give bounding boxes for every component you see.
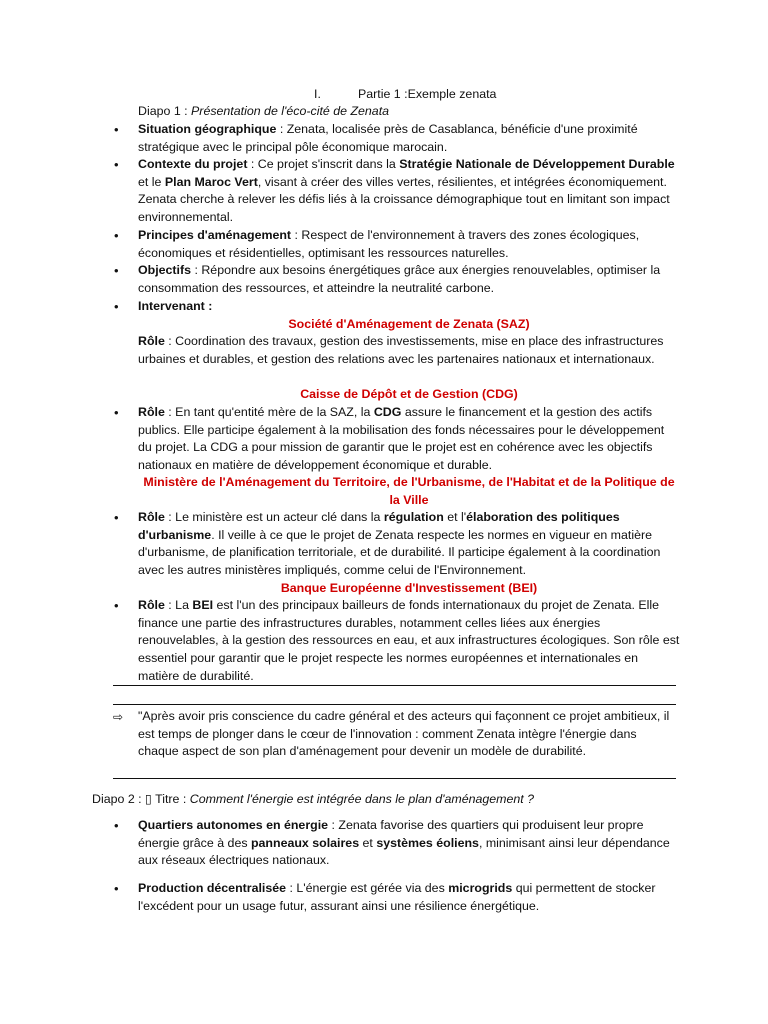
diapo-1-heading (138, 103, 389, 121)
ministere-text-1: : Le ministère est un acteur clé dans la (164, 510, 384, 524)
saz-role (138, 333, 680, 368)
quartiers-bold-1: panneaux solaires (250, 835, 360, 850)
intervenant-label: Intervenant : (138, 299, 213, 313)
ministere-text-3: . Il veille à ce que le projet de Zenata respecte les normes en vigueur en matière d'urbanisme, de planification territoriale, et de durabilité. Il participe également à la coordination avec les autres ministères impliqués, comme celui de l'Environnement. (138, 527, 661, 578)
divider-middle (113, 704, 676, 705)
contexte-text-3: , visant à créer des villes vertes, résilientes, et intégrées économiquement. Zenata cherche à relever les défis liés à la croissance démographique tout en limitant son impact environnemental. (138, 174, 670, 225)
contexte-bold-1: Stratégie Nationale de Développement Durable (399, 157, 675, 171)
ministere-text-2: et l' (443, 510, 467, 524)
principes-text: : Respect de l'environnement à travers des zones écologiques, économiques et résidentielles, optimisant les ressources naturelles. (138, 228, 640, 260)
diapo-2-sep: : (179, 792, 190, 806)
bullet-objectifs (138, 262, 680, 297)
contexte-text-1: : Ce projet s'inscrit dans la (247, 157, 400, 171)
quartiers-label: Quartiers autonomes en énergie (138, 818, 329, 832)
production-text-2: qui permettent de stocker l'excédent pour un usage futur, assurant ainsi une résilience énergétique. (138, 881, 656, 913)
bei-role (138, 597, 680, 686)
saz-title: Société d'Aménagement de Zenata (SAZ) (288, 317, 530, 331)
ministere-bold-2: élaboration des politiques d'urbanisme (138, 510, 620, 542)
divider-top (113, 685, 676, 686)
situation-label: Situation géographique (138, 122, 277, 136)
diapo-2-title: Comment l'énergie est intégrée dans le plan d'aménagement ? (189, 792, 535, 806)
bei-bold-1: BEI (192, 598, 214, 612)
contexte-label: Contexte du projet (138, 157, 248, 171)
cdg-role (138, 404, 680, 475)
bei-role-label: Rôle (138, 598, 165, 612)
transition-paragraph: "Après avoir pris conscience du cadre général et des acteurs qui façonnent ce projet ambitieux, il est temps de plonger dans le cœur de l'innovation : comment Zenata intègre l'énergie dans chaque aspect de son plan d'aménagement pour devenir un modèle de durabilité. (138, 709, 670, 759)
cdg-title: Caisse de Dépôt et de Gestion (CDG) (300, 387, 518, 401)
bullet-quartiers (138, 817, 680, 870)
section-title: Partie 1 :Exemple zenata (358, 87, 497, 101)
bullet-principes (138, 227, 680, 262)
arrow-right-icon: ⇨ (113, 710, 124, 724)
cdg-role-label: Rôle (138, 405, 165, 419)
diapo-1-prefix: Diapo 1 : (138, 104, 192, 118)
cdg-text-2: assure le financement et la gestion des actifs publics. Elle participe également à la mobilisation des fonds nécessaires pour le développement du projet. La CDG a pour mission de garantir que le projet est en cohérence avec les objectifs nationaux en matière de développement économique et durable. (138, 405, 665, 473)
ministere-title: Ministère de l'Aménagement du Territoire, de l'Urbanisme, de l'Habitat et de la Politique de la Ville (143, 475, 675, 507)
divider-bottom (113, 778, 676, 779)
bullet-situation (138, 121, 680, 156)
quartiers-text-1: : Zenata favorise des quartiers qui produisent leur propre énergie grâce à des (138, 818, 644, 850)
objectifs-text: : Répondre aux besoins énergétiques grâce aux énergies renouvelables, optimiser la consommation des ressources, et atteindre la neutralité carbone. (138, 263, 661, 295)
missing-glyph-icon: ▯ (145, 792, 152, 806)
bullet-production (138, 880, 680, 915)
saz-role-label: Rôle (138, 334, 165, 348)
quartiers-text-2: et (359, 835, 377, 850)
diapo-2-label: Titre (151, 792, 180, 806)
objectifs-label: Objectifs (138, 263, 192, 277)
cdg-text-1: : En tant qu'entité mère de la SAZ, la (164, 405, 374, 419)
contexte-text-2: et le (138, 174, 165, 189)
diapo-2-prefix: Diapo 2 : (92, 792, 146, 806)
production-label: Production décentralisée (138, 881, 287, 895)
bei-title: Banque Européenne d'Investissement (BEI) (280, 581, 538, 595)
quartiers-bold-2: systèmes éoliens (376, 835, 479, 850)
principes-label: Principes d'aménagement (138, 228, 292, 242)
diapo-2-heading (92, 791, 534, 809)
ministere-role (138, 509, 680, 580)
section-heading (314, 86, 496, 104)
production-text-1: : L'énergie est gérée via des (286, 881, 449, 895)
contexte-bold-2: Plan Maroc Vert (164, 174, 258, 189)
quartiers-text-3: , minimisant ainsi leur dépendance aux réseaux électriques nationaux. (138, 835, 670, 868)
production-bold-1: microgrids (448, 881, 513, 895)
diapo-1-title: Présentation de l'éco-cité de Zenata (191, 104, 390, 118)
cdg-bold-1: CDG (373, 405, 402, 419)
ministere-role-label: Rôle (138, 510, 165, 524)
bullet-contexte (138, 156, 680, 227)
ministere-bold-1: régulation (383, 510, 444, 524)
bullet-intervenant (138, 298, 680, 316)
situation-text: : Zenata, localisée près de Casablanca, bénéficie d'une proximité stratégique avec le principal pôle économique marocain. (138, 122, 638, 154)
bei-text-2: est l'un des principaux bailleurs de fonds internationaux du projet de Zenata. Elle finance une partie des infrastructures durables, notamment celles liées aux énergies renouvelables, à la gestion des ressources en eau, et aux infrastructures écologiques. Son rôle est essentiel pour garantir que le projet respecte les normes européennes et internationales en matière de durabilité. (138, 598, 680, 683)
section-number: I. (314, 87, 321, 101)
bei-text-1: : La (164, 598, 193, 612)
saz-role-text: : Coordination des travaux, gestion des investissements, mise en place des infrastructures urbaines et durables, et gestion des relations avec les partenaires nationaux et internationaux. (138, 334, 664, 366)
